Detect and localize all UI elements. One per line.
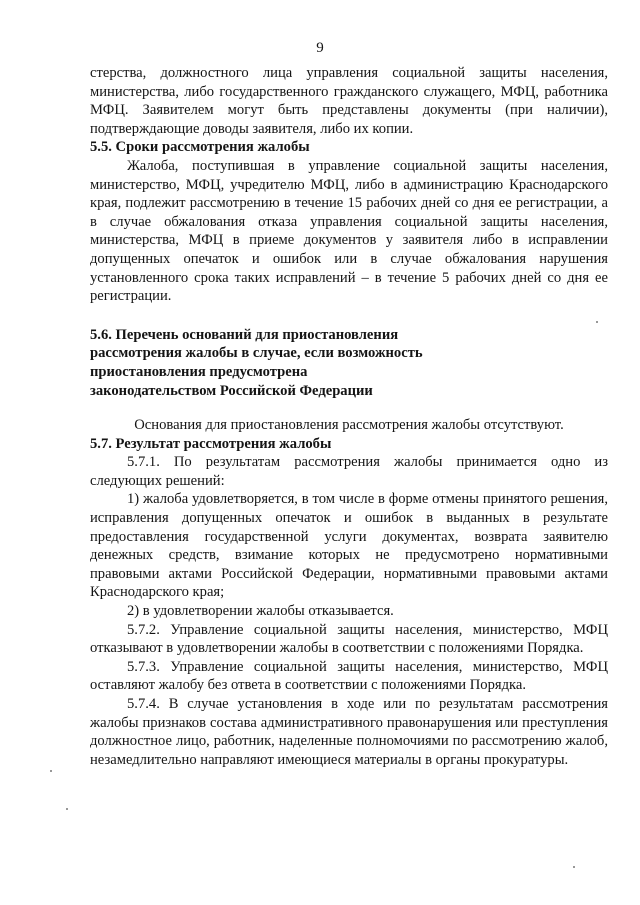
section-5-7-2: 5.7.2. Управление социальной защиты населения, министерство, МФЦ отказывают в удовлетворении жалобы в соответствии с положениями Порядка. (90, 621, 608, 657)
section-5-7-4: 5.7.4. В случае установления в ходе или по результатам рассмотрения жалобы признаков состава административного правонарушения или преступления должностное лицо, работник, наделенные полномочиями по рассмотрению жалоб, незамедлительно направляют имеющиеся материалы в органы прокуратуры. (90, 696, 608, 768)
section-5-7-3: 5.7.3. Управление социальной защиты населения, министерство, МФЦ оставляют жалобу без ответа в соответствии с положениями Порядка. (90, 658, 608, 694)
section-5-5-title: 5.5. Сроки рассмотрения жалобы (90, 139, 310, 156)
section-5-6-title-line: законодательством Российской Федерации (90, 382, 373, 399)
scan-speck (573, 866, 575, 868)
scan-speck (50, 770, 52, 772)
section-5-6-title (90, 326, 608, 400)
section-5-7-title: 5.7. Результат рассмотрения жалобы (90, 435, 332, 452)
section-5-7-item-2: 2) в удовлетворении жалобы отказывается. (127, 603, 394, 620)
section-5-7-item-1: 1) жалоба удовлетворяется, в том числе в форме отмены принятого решения, исправления допущенных опечаток и ошибок в выданных в результате предоставления государственной услуги документах, возврата заявителю денежных средств, взимание которых не предусмотрено нормативными правовыми актами Российской Федерации, нормативными правовыми актами Краснодарского края; (90, 491, 608, 601)
section-5-7-1: 5.7.1. По результатам рассмотрения жалобы принимается одно из следующих решений: (90, 454, 608, 489)
section-5-6-title-line: приостановления предусмотрена (90, 363, 308, 380)
section-5-6-text: Основания для приостановления рассмотрения жалобы отсутствуют. (134, 417, 564, 434)
section-5-6-title-line: рассмотрения жалобы в случае, если возможность (90, 345, 423, 362)
scan-speck (596, 321, 598, 323)
paragraph-continuation: стерства, должностного лица управления социальной защиты населения, министерства, либо государственного гражданского служащего, МФЦ, работника МФЦ. Заявителем могут быть представлены документы (при наличии), подтверждающие доводы заявителя, либо их копии. (90, 65, 608, 137)
page-number: 9 (316, 40, 324, 56)
document-body (90, 64, 608, 769)
section-5-5-text: Жалоба, поступившая в управление социальной защиты населения, министерство, МФЦ, учредителю МФЦ, либо в администрацию Краснодарского края, подлежит рассмотрению в течение 15 рабочих дней со дня ее регистрации, а в случае обжалования отказа управления социальной защиты населения, министерства, МФЦ в приеме документов у заявителя либо в исправлении допущенных опечаток и ошибок или в случае обжалования нарушения установленного срока таких исправлений – в течение 5 рабочих дней со дня ее регистрации. (90, 157, 608, 305)
scan-speck (66, 808, 68, 810)
section-5-6-title-line: 5.6. Перечень оснований для приостановления (90, 326, 399, 343)
